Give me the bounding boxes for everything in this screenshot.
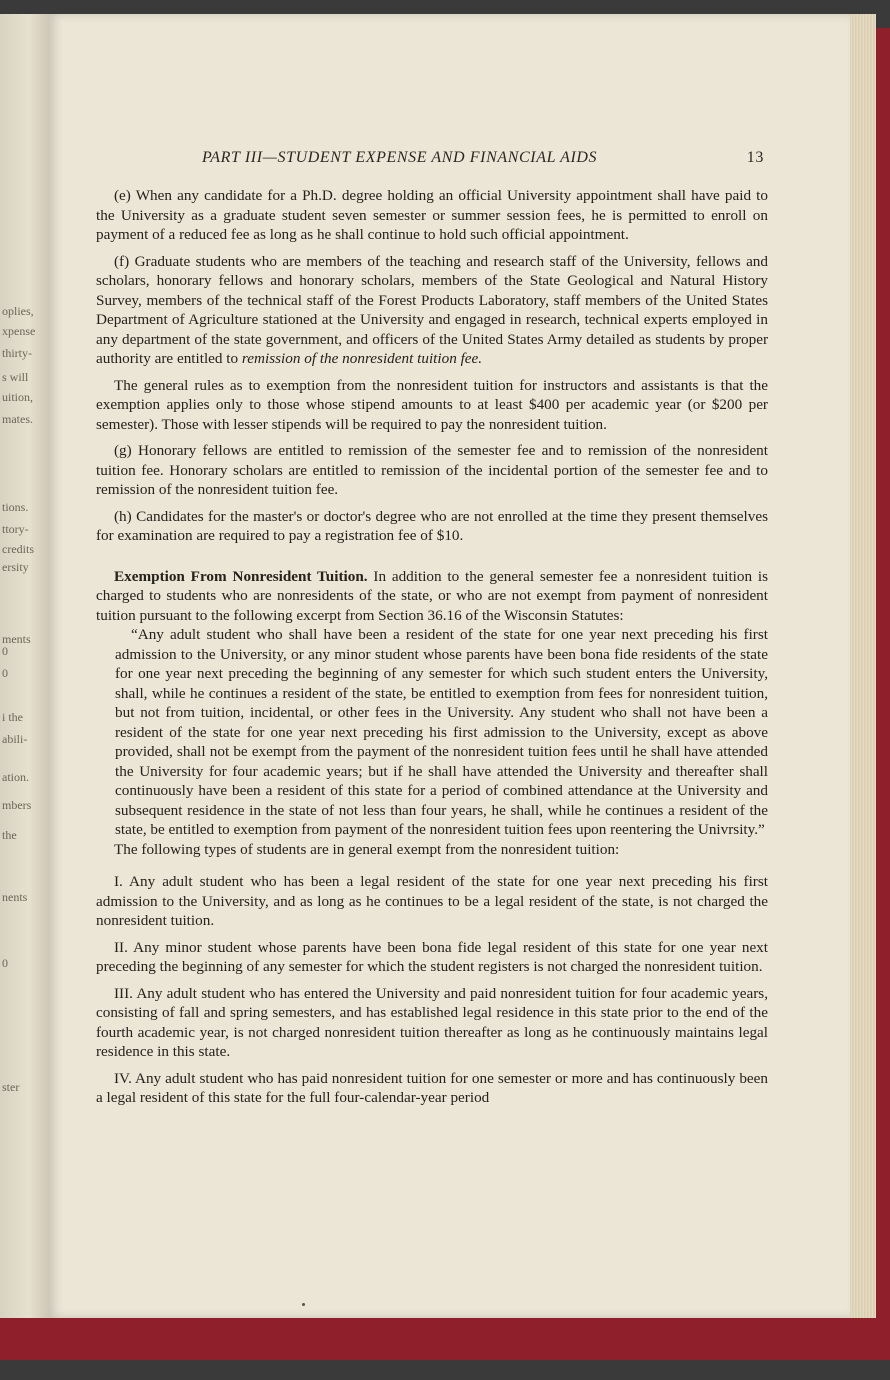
paragraph-general-rules: The general rules as to exemption from the nonresident tuition for instructors and assistants is that the exemption applies only to those whose stipend amounts to at least $400 per academic year (or $200 per semester). Those with lesser stipends will be required to pay the nonresident tuition. <box>96 376 768 433</box>
paragraph-f <box>96 252 768 369</box>
paragraph-iii: III. Any adult student who has entered the University and paid nonresident tuition for four academic years, consisting of fall and spring semesters, and has established legal residence in this state prior to the end of the fourth academic year, is not charged nonresident tuition thereafter as long as he continuously maintains legal residence in this state. <box>96 984 768 1060</box>
left-page-fragment: credits <box>2 542 34 556</box>
left-page-fragment: abili- <box>2 732 28 746</box>
left-page-fragment: tions. <box>2 500 29 514</box>
left-page-fragment: thirty- <box>2 346 32 360</box>
left-page-fragment: the <box>2 828 17 842</box>
body-text <box>96 186 768 1115</box>
left-page-fragment: s will <box>2 370 29 384</box>
paragraph-exemption <box>96 567 768 626</box>
paragraph-h: (h) Candidates for the master's or doctor's degree who are not enrolled at the time they present themselves for examination are required to pay a registration fee of $10. <box>96 507 768 544</box>
paragraph-g: (g) Honorary fellows are entitled to remission of the semester fee and to remission of the nonresident tuition fee. Honorary scholars are entitled to remission of the incidental portion of the semester fee and to remission of the nonresident tuition fee. <box>96 442 768 498</box>
left-page-fragment: ation. <box>2 770 29 784</box>
paragraph-following-types: The following types of students are in general exempt from the nonresident tuition: <box>114 840 620 858</box>
paragraph-e: (e) When any candidate for a Ph.D. degree holding an official University appointment shall have paid to the University as a graduate student seven semester or summer session fees, he is permitted to enroll on payment of a reduced fee as long as he shall continue to hold such official appointment. <box>96 187 768 243</box>
paragraph-i: I. Any adult student who has been a legal resident of the state for one year next preceding his first admission to the University, and as long as he continues to be a legal resident of the state, is not charged the nonresident tuition. <box>96 873 768 929</box>
left-page-fragment: i the <box>2 710 23 724</box>
page-speck <box>302 1303 305 1306</box>
left-page-fragment: 0 <box>2 666 8 680</box>
section-heading: Exemption From Nonresident Tuition. <box>114 567 368 585</box>
statute-quote: “Any adult student who shall have been a resident of the state for one year next preceding his first admission to the University, or any minor student whose parents have been bona fide residents of the state for one year next preceding the beginning of any semester for which such student enters the University, shall, while he continues a resident of the state, be entitled to exemption from fees for nonresident tuition, but not from tuition, incidental, or other fees in the University. Any student who shall not have been a resident of the state for one year next preceding his first admission to the University, except as above provided, shall not be exempt from the payment of the nonresident tuition fees until he shall have attended the University for four academic years; but if he shall have attended the University and thereafter shall continuously have been a resident of this state for a period of combined attendance at the University and subsequent residence in the state of not less than four years, he shall, while he continues a resident of the state, be entitled to exemption from payment of the nonresident tuition fees upon reentering the Univrsity.” <box>115 626 768 838</box>
paragraph-iv: IV. Any adult student who has paid nonresident tuition for one semester or more and has continuously been a legal resident of this state for the full four-calendar-year period <box>96 1069 768 1106</box>
left-page-fragment: xpense <box>2 324 36 338</box>
left-page-fragment: ster <box>2 1080 20 1094</box>
left-page-fragment: nents <box>2 890 28 904</box>
left-page-fragment: 0 <box>2 644 8 658</box>
left-page-edge <box>0 14 48 1318</box>
left-page-fragment: ments <box>2 632 31 646</box>
left-page-fragment: 0 <box>2 956 8 970</box>
page-edges <box>850 14 876 1318</box>
header-title: PART III—STUDENT EXPENSE AND FINANCIAL AIDS <box>202 149 598 166</box>
left-page-fragment: mates. <box>2 412 33 426</box>
paragraph-ii: II. Any minor student whose parents have been bona fide legal resident of this state for one year next preceding the beginning of any semester for which the student registers is not charged the nonresident tuition. <box>96 938 768 975</box>
page-number: 13 <box>746 149 764 166</box>
paragraph-f-emphasis: remission of the nonresident tuition fee. <box>241 350 483 367</box>
left-page-fragment: uition, <box>2 390 34 404</box>
left-page-fragment: ttory- <box>2 522 29 536</box>
left-page-fragment: ersity <box>2 560 29 574</box>
left-page-fragment: mbers <box>2 798 32 812</box>
left-page-fragment: oplies, <box>2 304 34 318</box>
exemption-body: In addition to the general semester fee a nonresident tuition is charged to students who are nonresidents of the state, or who are not exempt from payment of nonresident tuition pursuant to the following excerpt from Section 36.16 of the Wisconsin Statutes: <box>96 567 769 624</box>
paragraph-f-text: (f) Graduate students who are members of the teaching and research staff of the University, fellows and scholars, honorary fellows and honorary scholars, members of the State Geological and Natural History Survey, members of the technical staff of the Forest Products Laboratory, staff members of the United States Department of Agriculture stationed at the University and engaged in research, technical experts employed in any department of the state government, and officers of the United States Army detailed as students by proper authority are entitled to <box>96 252 768 367</box>
